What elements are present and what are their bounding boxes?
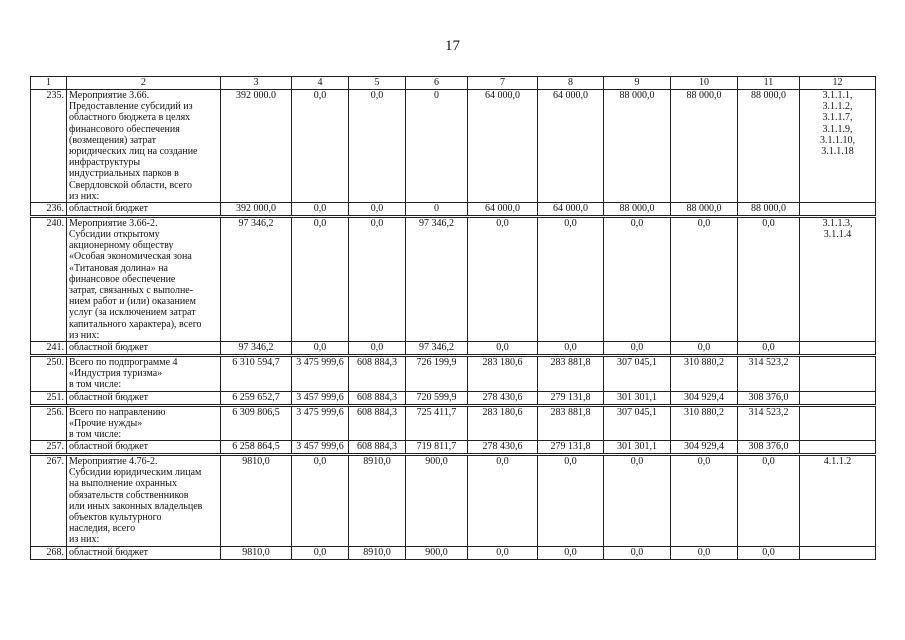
description-line: «Индустрия туризма» xyxy=(69,368,163,380)
description-line: инфраструктуры xyxy=(69,157,141,169)
target-codes xyxy=(800,202,876,216)
value-cell-col-8: 64 000,0 xyxy=(538,202,604,216)
target-codes xyxy=(800,405,876,441)
value-cell-col-6: 900,0 xyxy=(406,546,468,559)
value-cell-col-8: 64 000,0 xyxy=(538,90,604,203)
value-cell-col-11: 308 376,0 xyxy=(738,441,800,455)
value-cell-col-9: 0,0 xyxy=(604,216,671,341)
header-cell: 11 xyxy=(738,77,800,90)
target-code: 3.1.1.7, xyxy=(822,112,853,124)
value-cell-col-11: 88 000,0 xyxy=(738,202,800,216)
description-line: Предоставление субсидий из xyxy=(69,101,193,113)
value-cell-col-5: 0,0 xyxy=(349,216,406,341)
table-row xyxy=(31,391,876,405)
table-row xyxy=(31,441,876,455)
table-body xyxy=(31,77,876,560)
value-cell-col-4: 0,0 xyxy=(292,341,349,355)
description-line: наследия, всего xyxy=(69,523,136,535)
header-cell: 9 xyxy=(604,77,671,90)
description-line: юридических лиц на создание xyxy=(69,145,198,157)
value-cell-col-5: 608 884,3 xyxy=(349,405,406,441)
value-cell-col-7: 64 000,0 xyxy=(468,90,538,203)
table-row xyxy=(31,546,876,559)
row-description xyxy=(67,455,221,547)
target-code: 3.1.1.18 xyxy=(821,145,854,157)
header-cell: 8 xyxy=(538,77,604,90)
target-code: 3.1.1.2, xyxy=(822,101,853,113)
row-description xyxy=(67,405,221,441)
description-line: областной бюджет xyxy=(69,341,149,353)
description-line: Всего по направлению xyxy=(69,406,166,418)
value-cell-col-3: 9810,0 xyxy=(221,546,292,559)
value-cell-col-10: 304 929,4 xyxy=(671,391,738,405)
description-line: Субсидии открытому xyxy=(69,229,160,241)
value-cell-col-8: 0,0 xyxy=(538,455,604,547)
value-cell-col-6: 0 xyxy=(406,90,468,203)
row-number: 257. xyxy=(31,441,67,455)
value-cell-col-6: 725 411,7 xyxy=(406,405,468,441)
table-row xyxy=(31,202,876,216)
header-cell: 3 xyxy=(221,77,292,90)
value-cell-col-9: 301 301,1 xyxy=(604,441,671,455)
row-number: 235. xyxy=(31,90,67,203)
value-cell-col-9: 0,0 xyxy=(604,546,671,559)
value-cell-col-4: 0,0 xyxy=(292,455,349,547)
header-cell: 4 xyxy=(292,77,349,90)
table-row xyxy=(31,341,876,355)
target-code: 3.1.1.3, xyxy=(822,217,853,229)
value-cell-col-8: 0,0 xyxy=(538,546,604,559)
value-cell-col-9: 301 301,1 xyxy=(604,391,671,405)
description-line: капитального характера), всего xyxy=(69,318,202,330)
description-line: областной бюджет xyxy=(69,441,149,453)
row-description xyxy=(67,355,221,391)
target-code: 3.1.1.10, xyxy=(820,134,855,146)
value-cell-col-6: 0 xyxy=(406,202,468,216)
description-line: из них: xyxy=(69,534,100,546)
description-line: «Титановая долина» на xyxy=(69,262,168,274)
budget-table xyxy=(30,76,876,560)
description-line: из них: xyxy=(69,329,100,341)
value-cell-col-10: 304 929,4 xyxy=(671,441,738,455)
description-line: нием работ и (или) оказанием xyxy=(69,296,196,308)
value-cell-col-10: 0,0 xyxy=(671,455,738,547)
description-line: или иных законных владельцев xyxy=(69,500,203,512)
value-cell-col-4: 3 457 999,6 xyxy=(292,441,349,455)
value-cell-col-7: 283 180,6 xyxy=(468,405,538,441)
page-number: 17 xyxy=(445,38,460,54)
row-description xyxy=(67,341,221,355)
target-code: 3.1.1.9, xyxy=(822,123,853,135)
description-line: Мероприятие 4.76-2. xyxy=(69,456,158,468)
value-cell-col-11: 0,0 xyxy=(738,546,800,559)
row-number: 236. xyxy=(31,202,67,216)
value-cell-col-7: 0,0 xyxy=(468,341,538,355)
header-cell: 12 xyxy=(800,77,876,90)
row-number: 251. xyxy=(31,391,67,405)
description-line: финансовое обеспечение xyxy=(69,273,176,285)
description-line: затрат, связанных с выполне- xyxy=(69,285,194,296)
target-code: 3.1.1.1, xyxy=(822,90,853,101)
value-cell-col-11: 314 523,2 xyxy=(738,405,800,441)
value-cell-col-3: 97 346,2 xyxy=(221,216,292,341)
description-line: областной бюджет xyxy=(69,391,149,403)
row-description xyxy=(67,546,221,559)
header-cell: 5 xyxy=(349,77,406,90)
value-cell-col-10: 88 000,0 xyxy=(671,202,738,216)
value-cell-col-10: 0,0 xyxy=(671,546,738,559)
description-line: Свердловской области, всего xyxy=(69,179,192,191)
description-line: финансового обеспечения xyxy=(69,123,180,135)
description-line: областного бюджета в целях xyxy=(69,112,191,124)
value-cell-col-5: 0,0 xyxy=(349,341,406,355)
description-line: «Прочие нужды» xyxy=(69,417,143,429)
target-codes xyxy=(800,391,876,405)
value-cell-col-8: 279 131,8 xyxy=(538,441,604,455)
value-cell-col-7: 283 180,6 xyxy=(468,355,538,391)
value-cell-col-5: 608 884,3 xyxy=(349,355,406,391)
value-cell-col-11: 314 523,2 xyxy=(738,355,800,391)
value-cell-col-4: 0,0 xyxy=(292,216,349,341)
value-cell-col-5: 608 884,3 xyxy=(349,441,406,455)
value-cell-col-8: 279 131,8 xyxy=(538,391,604,405)
value-cell-col-9: 88 000,0 xyxy=(604,202,671,216)
target-codes xyxy=(800,216,876,341)
value-cell-col-6: 720 599,9 xyxy=(406,391,468,405)
row-number: 250. xyxy=(31,355,67,391)
value-cell-col-6: 900,0 xyxy=(406,455,468,547)
header-cell: 1 xyxy=(31,77,67,90)
header-cell: 7 xyxy=(468,77,538,90)
value-cell-col-6: 97 346,2 xyxy=(406,341,468,355)
value-cell-col-7: 278 430,6 xyxy=(468,441,538,455)
value-cell-col-10: 0,0 xyxy=(671,341,738,355)
value-cell-col-7: 64 000,0 xyxy=(468,202,538,216)
value-cell-col-4: 3 475 999,6 xyxy=(292,405,349,441)
target-codes xyxy=(800,355,876,391)
value-cell-col-9: 88 000,0 xyxy=(604,90,671,203)
row-number: 267. xyxy=(31,455,67,547)
target-codes xyxy=(800,455,876,547)
description-line: из них: xyxy=(69,190,100,202)
value-cell-col-7: 0,0 xyxy=(468,216,538,341)
target-codes xyxy=(800,441,876,455)
value-cell-col-4: 3 457 999,6 xyxy=(292,391,349,405)
value-cell-col-10: 310 880,2 xyxy=(671,405,738,441)
description-line: Мероприятие 3.66. xyxy=(69,90,150,101)
header-cell: 2 xyxy=(67,77,221,90)
target-codes xyxy=(800,546,876,559)
target-codes xyxy=(800,90,876,203)
row-number: 241. xyxy=(31,341,67,355)
value-cell-col-3: 392 000.0 xyxy=(221,90,292,203)
value-cell-col-10: 0,0 xyxy=(671,216,738,341)
table-row xyxy=(31,455,876,547)
value-cell-col-9: 307 045,1 xyxy=(604,405,671,441)
description-line: (возмещения) затрат xyxy=(69,134,157,146)
value-cell-col-10: 88 000,0 xyxy=(671,90,738,203)
row-number: 256. xyxy=(31,405,67,441)
row-description xyxy=(67,391,221,405)
row-number: 268. xyxy=(31,546,67,559)
value-cell-col-5: 608 884,3 xyxy=(349,391,406,405)
value-cell-col-3: 97 346,2 xyxy=(221,341,292,355)
value-cell-col-4: 0,0 xyxy=(292,202,349,216)
description-line: на выполнение охранных xyxy=(69,478,177,490)
header-cell: 6 xyxy=(406,77,468,90)
value-cell-col-3: 9810,0 xyxy=(221,455,292,547)
row-description xyxy=(67,90,221,203)
value-cell-col-7: 278 430,6 xyxy=(468,391,538,405)
value-cell-col-8: 0,0 xyxy=(538,216,604,341)
description-line: Всего по подпрограмме 4 xyxy=(69,356,178,368)
description-line: услуг (за исключением затрат xyxy=(69,307,196,319)
description-line: «Особая экономическая зона xyxy=(69,251,192,263)
value-cell-col-9: 0,0 xyxy=(604,455,671,547)
value-cell-col-3: 392 000,0 xyxy=(221,202,292,216)
value-cell-col-6: 719 811,7 xyxy=(406,441,468,455)
value-cell-col-11: 308 376,0 xyxy=(738,391,800,405)
value-cell-col-7: 0,0 xyxy=(468,455,538,547)
value-cell-col-8: 0,0 xyxy=(538,341,604,355)
value-cell-col-9: 307 045,1 xyxy=(604,355,671,391)
target-code: 3.1.1.4 xyxy=(823,229,852,241)
header-row xyxy=(31,77,876,90)
value-cell-col-7: 0,0 xyxy=(468,546,538,559)
value-cell-col-11: 0,0 xyxy=(738,455,800,547)
value-cell-col-6: 726 199,9 xyxy=(406,355,468,391)
row-description xyxy=(67,202,221,216)
description-line: Субсидии юридическим лицам xyxy=(69,467,202,479)
value-cell-col-3: 6 309 806,5 xyxy=(221,405,292,441)
target-codes xyxy=(800,341,876,355)
header-cell: 10 xyxy=(671,77,738,90)
description-line: обязательств собственников xyxy=(69,489,189,501)
description-line: объектов культурного xyxy=(69,512,162,523)
value-cell-col-10: 310 880,2 xyxy=(671,355,738,391)
row-description xyxy=(67,216,221,341)
value-cell-col-11: 0,0 xyxy=(738,216,800,341)
row-number: 240. xyxy=(31,216,67,341)
description-line: акционерному обществу xyxy=(69,240,174,252)
table-row xyxy=(31,405,876,441)
value-cell-col-9: 0,0 xyxy=(604,341,671,355)
value-cell-col-11: 88 000,0 xyxy=(738,90,800,203)
value-cell-col-3: 6 310 594,7 xyxy=(221,355,292,391)
value-cell-col-3: 6 259 652,7 xyxy=(221,391,292,405)
value-cell-col-5: 0,0 xyxy=(349,90,406,203)
description-line: в том числе: xyxy=(69,379,122,391)
target-code: 4.1.1.2 xyxy=(823,456,852,468)
description-line: областной бюджет xyxy=(69,546,149,558)
description-line: в том числе: xyxy=(69,428,122,440)
description-line: Мероприятие 3.66-2. xyxy=(69,217,158,229)
value-cell-col-8: 283 881,8 xyxy=(538,355,604,391)
value-cell-col-11: 0,0 xyxy=(738,341,800,355)
description-line: областной бюджет xyxy=(69,202,149,214)
row-description xyxy=(67,441,221,455)
value-cell-col-4: 0,0 xyxy=(292,546,349,559)
table-row xyxy=(31,216,876,341)
value-cell-col-5: 0,0 xyxy=(349,202,406,216)
table-row xyxy=(31,90,876,203)
table-row xyxy=(31,355,876,391)
value-cell-col-5: 8910,0 xyxy=(349,455,406,547)
value-cell-col-4: 3 475 999,6 xyxy=(292,355,349,391)
value-cell-col-5: 8910,0 xyxy=(349,546,406,559)
value-cell-col-4: 0,0 xyxy=(292,90,349,203)
value-cell-col-8: 283 881,8 xyxy=(538,405,604,441)
value-cell-col-3: 6 258 864,5 xyxy=(221,441,292,455)
description-line: индустриальных парков в xyxy=(69,168,179,180)
value-cell-col-6: 97 346,2 xyxy=(406,216,468,341)
